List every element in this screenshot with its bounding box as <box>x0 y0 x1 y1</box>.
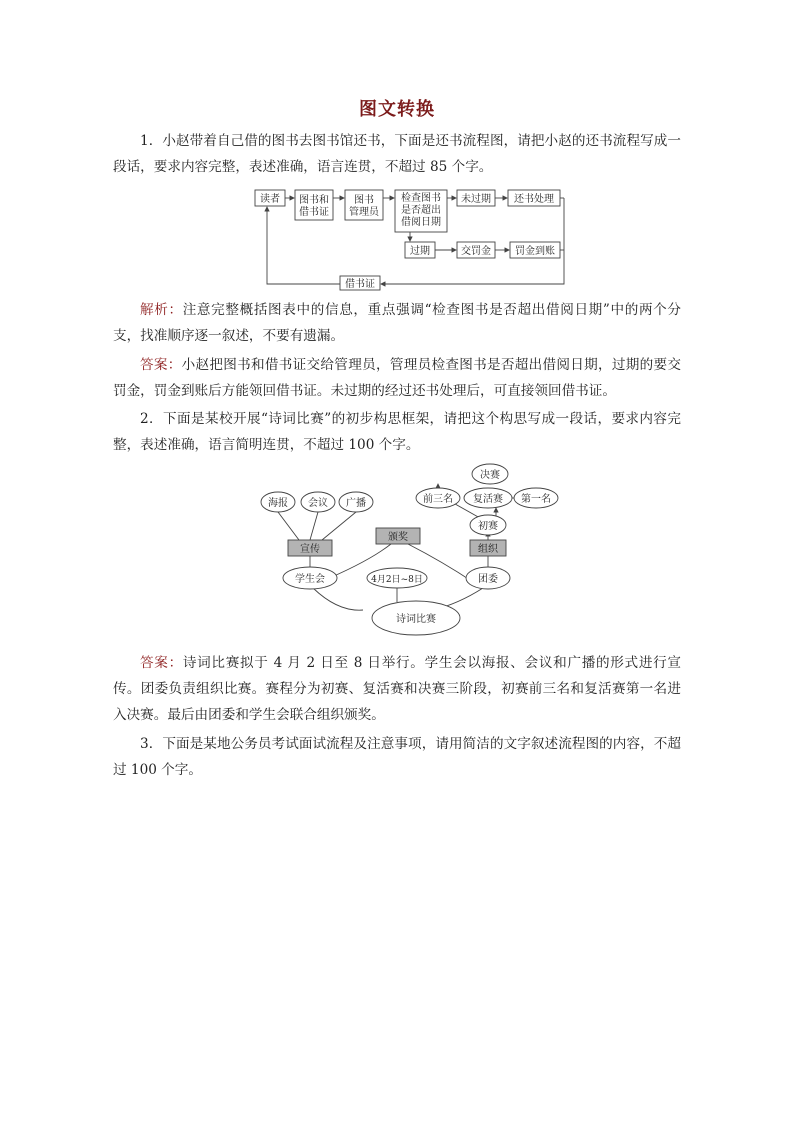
label-dates: 4月2日~8日 <box>371 575 423 585</box>
label-organize: 组织 <box>478 544 498 555</box>
answer-label: 答案： <box>140 357 182 373</box>
contest-framework-diagram <box>258 462 568 638</box>
label-repechage: 复活赛 <box>473 494 503 505</box>
label-library-card: 借书证 <box>345 279 375 290</box>
label-poster: 海报 <box>268 498 288 509</box>
label-check-1: 检查图书 <box>401 193 441 204</box>
label-top-three: 前三名 <box>423 494 453 505</box>
label-overdue: 过期 <box>410 246 430 257</box>
answer-text: 小赵把图书和借书证交给管理员，管理员检查图书是否超出借阅日期，过期的要交罚金，罚金到账后方能领回借书证。未过期的经过还书处理后，可直接领回借书证。 <box>113 357 682 399</box>
label-final: 决赛 <box>480 470 500 481</box>
question-1: 1．小赵带着自己借的图书去图书馆还书，下面是还书流程图，请把小赵的还书流程写成一段话，要求内容完整，表述准确，语言连贯，不超过 85 个字。 <box>113 133 681 175</box>
return-flowchart <box>250 186 570 294</box>
label-contest: 诗词比赛 <box>396 614 436 625</box>
label-first-place: 第一名 <box>521 494 551 505</box>
label-fine-paid: 罚金到账 <box>515 246 555 257</box>
answer-2 <box>113 650 681 728</box>
label-book-card-1: 图书和 <box>299 195 329 206</box>
label-librarian-2: 管理员 <box>349 207 379 218</box>
label-broadcast: 广播 <box>346 498 366 509</box>
label-student-union: 学生会 <box>295 574 325 585</box>
answer-label-2: 答案： <box>140 655 183 671</box>
analysis-label: 解析： <box>140 302 183 318</box>
label-league: 团委 <box>478 574 498 585</box>
label-meeting: 会议 <box>308 498 328 509</box>
label-pay-fine: 交罚金 <box>461 246 491 257</box>
answer-text-2: 诗词比赛拟于 4 月 2 日至 8 日举行。学生会以海报、会议和广播的形式进行宣传。团委负责组织比赛。赛程分为初赛、复活赛和决赛三阶段，初赛前三名和复活赛第一名进入决赛。最后由团委和学生会联合组织颁奖。 <box>113 655 682 723</box>
question-3: 3．下面是某地公务员考试面试流程及注意事项，请用简洁的文字叙述流程图的内容，不超过 100 个字。 <box>113 736 681 778</box>
label-book-card-2: 借书证 <box>299 207 329 218</box>
label-librarian-1: 图书 <box>354 195 374 206</box>
question-2: 2．下面是某校开展“诗词比赛”的初步构思框架，请把这个构思写成一段话，要求内容完整，表述准确，语言简明连贯，不超过 100 个字。 <box>113 411 681 453</box>
analysis-1 <box>113 297 681 349</box>
label-award: 颁奖 <box>388 532 408 543</box>
page-title: 图文转换 <box>359 99 435 120</box>
label-preliminary: 初赛 <box>478 521 498 532</box>
answer-1 <box>113 352 681 404</box>
label-reader: 读者 <box>260 194 280 205</box>
label-not-overdue: 未过期 <box>461 194 491 205</box>
label-check-3: 借阅日期 <box>401 217 441 228</box>
label-publicity: 宣传 <box>300 544 320 555</box>
analysis-text: 注意完整概括图表中的信息，重点强调“检查图书是否超出借阅日期”中的两个分支，找准顺序逐一叙述，不要有遗漏。 <box>113 302 681 344</box>
label-return-process: 还书处理 <box>514 194 554 205</box>
label-check-2: 是否超出 <box>401 205 441 216</box>
